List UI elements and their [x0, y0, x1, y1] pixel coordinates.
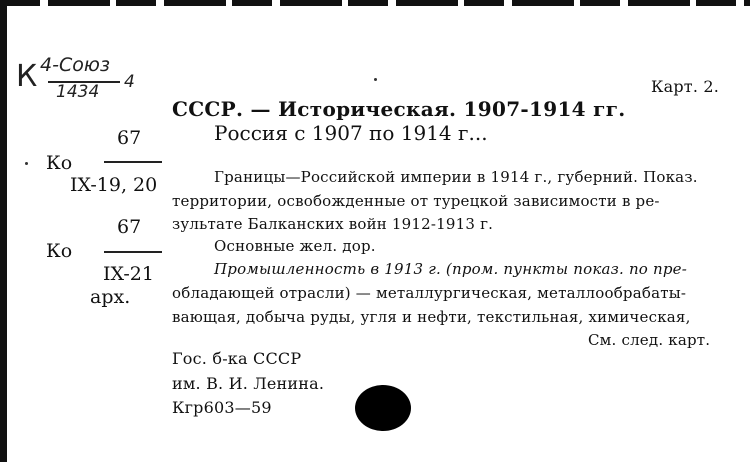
- card-number: Карт. 2.: [651, 77, 720, 96]
- call-number-a-line: [104, 161, 162, 163]
- description-line: Границы—Российской империи в 1914 г., губерний. Показ.: [214, 168, 698, 186]
- description-line: Промышленность в 1913 г. (пром. пункты показ. по пре-: [214, 260, 688, 278]
- description-line: обладающей отрасли) — металлургическая, металлообрабаты-: [172, 284, 687, 302]
- record-title: СССР. — Историческая. 1907-1914 гг.: [172, 97, 626, 121]
- stray-mark: [374, 78, 377, 81]
- continued-note: См. след. карт.: [588, 331, 711, 349]
- handwritten-series: 4-Союз: [40, 54, 110, 76]
- call-number-b-line: [104, 251, 162, 253]
- library-line: им. В. И. Ленина.: [172, 374, 325, 393]
- description-line: зультате Балканских войн 1912-1913 г.: [172, 215, 494, 233]
- handwritten-number: 1434: [56, 82, 100, 102]
- card-top-edge: [0, 0, 750, 6]
- handwritten-suffix: 4: [124, 72, 135, 92]
- call-number-b-num: 67: [117, 216, 142, 238]
- call-number-a-num: 67: [117, 127, 142, 149]
- card-left-edge: [0, 0, 7, 462]
- description-line: Основные жел. дор.: [214, 237, 376, 255]
- library-line: Гос. б-ка СССР: [172, 349, 302, 368]
- call-number-a-code: IX-19, 20: [70, 174, 158, 196]
- library-code: Кгр603—59: [172, 398, 272, 417]
- stray-mark: [25, 162, 28, 165]
- description-line: территории, освобожденные от турецкой зависимости в ре-: [172, 192, 660, 210]
- call-number-b-code: IX-21: [103, 263, 154, 285]
- call-number-b-prefix: Ко: [46, 240, 73, 262]
- description-line: вающая, добыча руды, угля и нефти, текстильная, химическая,: [172, 308, 691, 326]
- handwritten-letter: К: [16, 59, 38, 94]
- ink-blot: [355, 385, 411, 431]
- call-number-a-prefix: Ко: [46, 152, 73, 174]
- record-subtitle: Россия с 1907 по 1914 г...: [214, 121, 488, 145]
- call-number-b-note: арх.: [90, 286, 131, 308]
